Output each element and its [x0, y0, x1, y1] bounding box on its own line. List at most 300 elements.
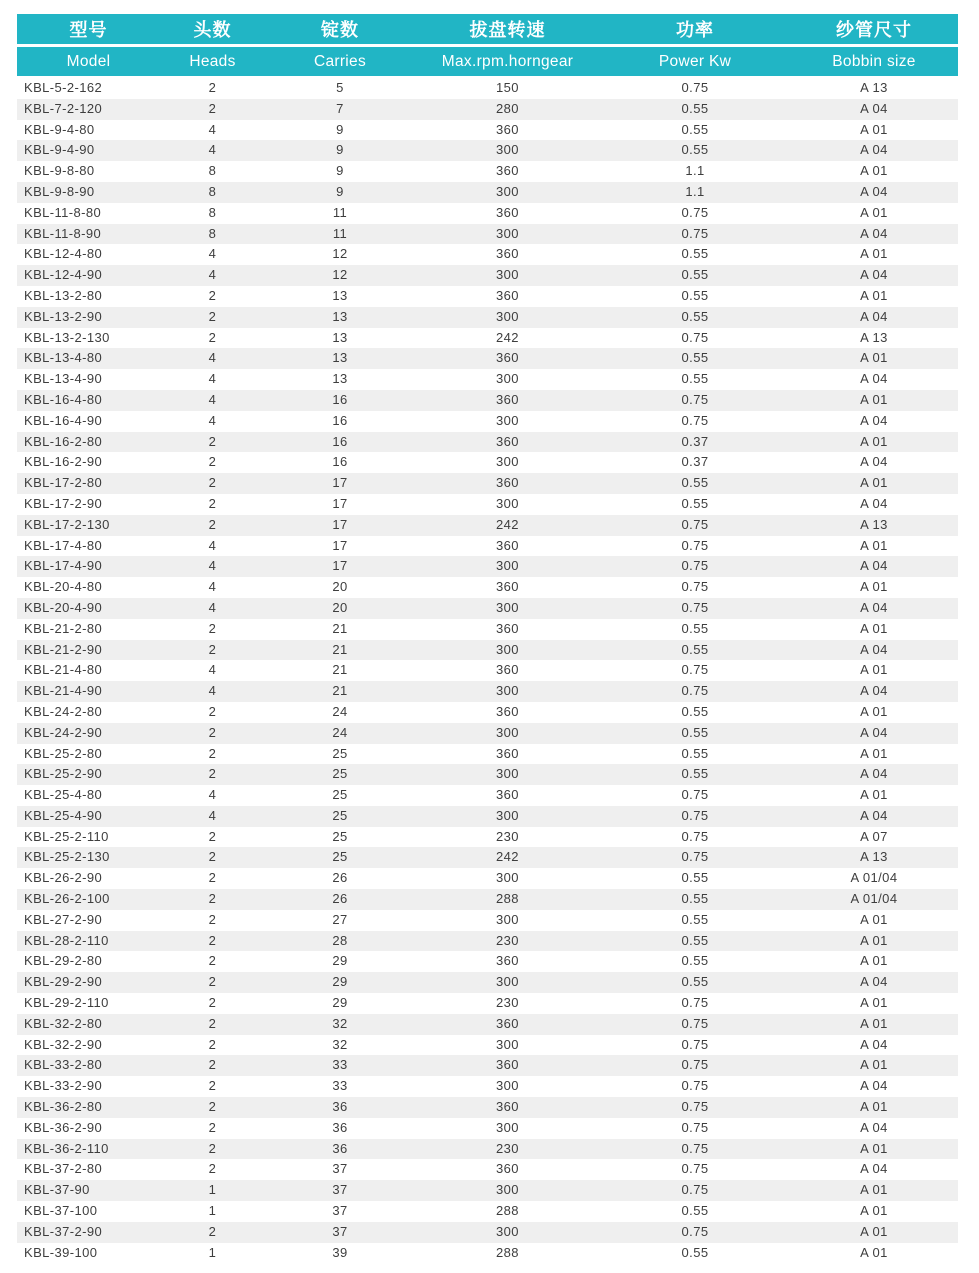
cell-heads: 2: [208, 745, 217, 761]
cell-bobbin-size: A 04: [860, 495, 888, 511]
cell-max-rpm: 280: [496, 100, 519, 116]
cell-heads: 4: [208, 142, 217, 158]
cell-model: KBL-17-2-130: [24, 516, 110, 532]
table-row: [17, 473, 958, 494]
cell-heads: 2: [208, 1036, 217, 1052]
cell-model: KBL-29-2-90: [24, 974, 103, 990]
cell-max-rpm: 360: [496, 163, 519, 179]
cell-model: KBL-32-2-80: [24, 1015, 103, 1031]
cell-power: 0.55: [681, 891, 709, 907]
table-row: [17, 619, 958, 640]
cell-heads: 1: [208, 1203, 217, 1219]
cell-heads: 4: [208, 807, 217, 823]
cell-power: 0.55: [681, 142, 709, 158]
cell-model: KBL-13-2-80: [24, 287, 103, 303]
cell-bobbin-size: A 01: [860, 163, 888, 179]
cell-carries: 16: [332, 412, 348, 428]
cell-carries: 16: [332, 454, 348, 470]
cell-model: KBL-37-2-90: [24, 1223, 103, 1239]
cell-bobbin-size: A 01: [860, 995, 888, 1011]
cell-carries: 37: [332, 1203, 348, 1219]
cell-power: 0.75: [681, 849, 709, 865]
table-row: [17, 77, 958, 99]
cell-model: KBL-33-2-80: [24, 1057, 103, 1073]
cell-model: KBL-36-2-80: [24, 1099, 103, 1115]
cell-power: 0.75: [681, 787, 709, 803]
cell-power: 0.75: [681, 558, 709, 574]
cell-power: 1.1: [685, 183, 705, 199]
cell-model: KBL-39-100: [24, 1244, 98, 1260]
cell-model: KBL-24-2-80: [24, 703, 103, 719]
cell-max-rpm: 360: [496, 579, 519, 595]
cell-power: 0.75: [681, 683, 709, 699]
cell-max-rpm: 150: [415, 77, 600, 99]
cell-max-rpm: 300: [496, 641, 519, 657]
cell-model: KBL-29-2-80: [24, 953, 103, 969]
cell-bobbin-size: A 01: [860, 953, 888, 969]
cell-power: 0.75: [681, 204, 709, 220]
cell-heads: 2: [208, 1099, 217, 1115]
cell-heads: 4: [208, 121, 217, 137]
cell-model: KBL-11-8-90: [24, 225, 102, 241]
cell-model: KBL-17-2-90: [24, 495, 103, 511]
cell-power: 0.55: [681, 371, 709, 387]
cell-bobbin-size: A 01: [860, 745, 888, 761]
cell-power: 0.55: [681, 745, 709, 761]
cell-max-rpm: 230: [496, 932, 519, 948]
cell-carries: 17: [332, 495, 348, 511]
header-zh-power: 功率: [600, 14, 790, 46]
cell-power: 0.75: [681, 516, 709, 532]
cell-power: 0.75: [681, 662, 709, 678]
table-row: [17, 847, 958, 868]
cell-max-rpm: 360: [496, 662, 519, 678]
table-row: [17, 452, 958, 473]
cell-model: KBL-21-2-90: [24, 641, 103, 657]
cell-max-rpm: 288: [496, 1244, 519, 1260]
table-row: [17, 1014, 958, 1035]
cell-bobbin-size: A 04: [860, 371, 888, 387]
cell-max-rpm: 300: [496, 558, 519, 574]
cell-model: KBL-17-4-80: [24, 537, 103, 553]
cell-heads: 2: [208, 1078, 217, 1094]
cell-power: 0.75: [681, 1140, 709, 1156]
cell-power: 0.75: [681, 1015, 709, 1031]
cell-bobbin-size: A 01: [860, 579, 888, 595]
cell-heads: 2: [208, 433, 217, 449]
table-row: [17, 868, 958, 889]
table-body: [17, 77, 958, 1263]
cell-max-rpm: 242: [496, 516, 519, 532]
cell-bobbin-size: A 04: [860, 308, 888, 324]
cell-power: 0.55: [681, 495, 709, 511]
cell-heads: 4: [208, 371, 217, 387]
cell-max-rpm: 300: [496, 412, 519, 428]
cell-carries: 36: [332, 1119, 348, 1135]
cell-bobbin-size: A 04: [860, 1119, 888, 1135]
cell-power: 0.75: [681, 1182, 709, 1198]
cell-model: KBL-27-2-90: [24, 911, 103, 927]
cell-power: 0.75: [681, 1161, 709, 1177]
cell-power: 0.55: [681, 121, 709, 137]
cell-bobbin-size: A 04: [860, 724, 888, 740]
table-row: [17, 328, 958, 349]
header-en-bobbin-size: Bobbin size: [790, 46, 958, 78]
cell-model: KBL-12-4-90: [24, 267, 103, 283]
cell-carries: 29: [332, 995, 348, 1011]
cell-carries: 13: [332, 371, 348, 387]
cell-model: KBL-13-4-80: [24, 350, 103, 366]
cell-bobbin-size: A 04: [860, 454, 888, 470]
table-row: [17, 182, 958, 203]
cell-bobbin-size: A 01/04: [850, 870, 898, 886]
table-row: [17, 764, 958, 785]
cell-heads: 2: [208, 849, 217, 865]
cell-carries: 21: [332, 683, 348, 699]
cell-bobbin-size: A 01: [860, 1244, 888, 1260]
cell-bobbin-size: A 04: [860, 183, 888, 199]
cell-heads: 2: [208, 703, 217, 719]
cell-bobbin-size: A 01: [860, 433, 888, 449]
cell-carries: 33: [332, 1057, 348, 1073]
cell-max-rpm: 230: [496, 828, 519, 844]
cell-carries: 25: [332, 807, 348, 823]
cell-heads: 2: [208, 870, 217, 886]
cell-power: 0.75: [681, 995, 709, 1011]
cell-carries: 27: [332, 911, 348, 927]
cell-model: KBL-21-4-80: [24, 662, 103, 678]
table-row: [17, 951, 958, 972]
cell-max-rpm: 300: [496, 1078, 519, 1094]
table-row: [17, 411, 958, 432]
cell-power: 0.75: [681, 1036, 709, 1052]
table-row: [17, 203, 958, 224]
cell-bobbin-size: A 13: [860, 329, 888, 345]
cell-model: KBL-20-4-80: [24, 579, 103, 595]
cell-power: 0.75: [681, 1099, 709, 1115]
cell-model: KBL-7-2-120: [24, 100, 103, 116]
cell-carries: 13: [332, 287, 348, 303]
cell-heads: 2: [208, 495, 217, 511]
cell-model: KBL-12-4-80: [24, 246, 103, 262]
table-row: [17, 785, 958, 806]
cell-power: 0.55: [681, 703, 709, 719]
cell-carries: 21: [332, 620, 348, 636]
cell-power: 0.55: [681, 911, 709, 927]
cell-heads: 4: [208, 246, 217, 262]
cell-carries: 24: [332, 703, 348, 719]
table-row: [17, 598, 958, 619]
table-row: [17, 1243, 958, 1264]
header-zh-bobbin-size: 纱管尺寸: [790, 14, 958, 46]
table-row: [17, 660, 958, 681]
table-row: [17, 161, 958, 182]
cell-carries: 28: [332, 932, 348, 948]
cell-max-rpm: 360: [496, 391, 519, 407]
cell-bobbin-size: A 01: [860, 391, 888, 407]
cell-max-rpm: 288: [496, 1203, 519, 1219]
cell-power: 0.75: [681, 329, 709, 345]
cell-heads: 2: [208, 641, 217, 657]
cell-max-rpm: 300: [496, 371, 519, 387]
cell-heads: 2: [208, 828, 217, 844]
cell-max-rpm: 300: [496, 870, 519, 886]
cell-max-rpm: 360: [496, 204, 519, 220]
cell-power: 0.55: [681, 308, 709, 324]
cell-carries: 20: [332, 599, 348, 615]
cell-model: KBL-25-2-90: [24, 766, 103, 782]
cell-model: KBL-16-4-80: [24, 391, 103, 407]
cell-heads: 2: [208, 995, 217, 1011]
cell-max-rpm: 360: [496, 787, 519, 803]
cell-heads: 2: [208, 308, 217, 324]
cell-max-rpm: 360: [496, 475, 519, 491]
cell-heads: 2: [208, 1140, 217, 1156]
cell-heads: 8: [208, 225, 217, 241]
cell-max-rpm: 300: [496, 183, 519, 199]
cell-model: KBL-28-2-110: [24, 932, 109, 948]
cell-power: 0.55: [681, 870, 709, 886]
cell-model: KBL-29-2-110: [24, 995, 109, 1011]
cell-heads: 2: [208, 1161, 217, 1177]
cell-bobbin-size: A 04: [860, 641, 888, 657]
cell-bobbin-size: A 01: [860, 911, 888, 927]
cell-bobbin-size: A 01: [860, 475, 888, 491]
cell-max-rpm: 300: [496, 724, 519, 740]
cell-model: KBL-37-90: [24, 1182, 90, 1198]
cell-power: 0.55: [681, 766, 709, 782]
cell-heads: 2: [208, 1057, 217, 1073]
cell-model: KBL-21-2-80: [24, 620, 103, 636]
cell-power: 0.75: [681, 412, 709, 428]
table-row: [17, 1201, 958, 1222]
header-zh-heads: 头数: [160, 14, 265, 46]
cell-heads: 4: [208, 267, 217, 283]
cell-max-rpm: 242: [496, 329, 519, 345]
cell-model: KBL-21-4-90: [24, 683, 103, 699]
table-row: [17, 1118, 958, 1139]
cell-heads: 2: [208, 620, 217, 636]
table-row: [17, 1055, 958, 1076]
table-row: [17, 265, 958, 286]
cell-carries: 7: [336, 100, 344, 116]
cell-model: KBL-13-4-90: [24, 371, 103, 387]
table-row: [17, 702, 958, 723]
cell-model: KBL-26-2-90: [24, 870, 103, 886]
cell-model: KBL-9-4-80: [24, 121, 95, 137]
cell-model: KBL-5-2-162: [17, 77, 160, 99]
cell-carries: 9: [336, 121, 344, 137]
cell-max-rpm: 360: [496, 745, 519, 761]
cell-heads: 4: [208, 350, 217, 366]
cell-heads: 4: [208, 662, 217, 678]
table-row: [17, 224, 958, 245]
cell-max-rpm: 360: [496, 537, 519, 553]
cell-power: 0.55: [681, 1203, 709, 1219]
cell-power: 0.75: [681, 807, 709, 823]
cell-bobbin-size: A 04: [860, 1078, 888, 1094]
cell-heads: 2: [208, 766, 217, 782]
cell-model: KBL-25-2-130: [24, 849, 110, 865]
cell-model: KBL-9-8-80: [24, 163, 95, 179]
cell-bobbin-size: A 04: [860, 1036, 888, 1052]
cell-model: KBL-16-4-90: [24, 412, 103, 428]
cell-model: KBL-25-2-110: [24, 828, 109, 844]
table-row: [17, 889, 958, 910]
cell-bobbin-size: A 13: [860, 516, 888, 532]
cell-carries: 17: [332, 516, 348, 532]
cell-bobbin-size: A 07: [860, 828, 888, 844]
cell-power: 0.75: [681, 579, 709, 595]
cell-power: 0.55: [681, 932, 709, 948]
header-zh-carries: 锭数: [265, 14, 415, 46]
cell-model: KBL-11-8-80: [24, 204, 102, 220]
cell-power: 0.55: [681, 974, 709, 990]
cell-heads: 2: [160, 77, 265, 99]
cell-bobbin-size: A 01: [860, 1182, 888, 1198]
cell-model: KBL-17-2-80: [24, 475, 103, 491]
cell-max-rpm: 360: [496, 620, 519, 636]
cell-model: KBL-16-2-90: [24, 454, 103, 470]
table-row: [17, 744, 958, 765]
cell-max-rpm: 300: [496, 911, 519, 927]
cell-carries: 13: [332, 308, 348, 324]
table-row: [17, 307, 958, 328]
cell-carries: 9: [336, 142, 344, 158]
cell-model: KBL-9-4-90: [24, 142, 95, 158]
cell-power: 0.55: [681, 350, 709, 366]
cell-power: 0.55: [681, 620, 709, 636]
table-row: [17, 99, 958, 120]
table-row: [17, 556, 958, 577]
cell-model: KBL-13-2-90: [24, 308, 103, 324]
cell-carries: 26: [332, 891, 348, 907]
table-head: [17, 14, 958, 77]
header-zh-max-rpm: 拔盘转速: [415, 14, 600, 46]
cell-max-rpm: 360: [496, 287, 519, 303]
cell-heads: 2: [208, 1119, 217, 1135]
cell-model: KBL-32-2-90: [24, 1036, 103, 1052]
cell-heads: 2: [208, 953, 217, 969]
cell-model: KBL-24-2-90: [24, 724, 103, 740]
cell-carries: 17: [332, 537, 348, 553]
table-row: [17, 640, 958, 661]
cell-carries: 29: [332, 974, 348, 990]
cell-carries: 25: [332, 745, 348, 761]
cell-carries: 25: [332, 828, 348, 844]
cell-carries: 16: [332, 391, 348, 407]
cell-carries: 11: [332, 225, 348, 241]
cell-carries: 26: [332, 870, 348, 886]
cell-max-rpm: 230: [496, 1140, 519, 1156]
cell-power: 0.75: [600, 77, 790, 99]
cell-max-rpm: 242: [496, 849, 519, 865]
cell-carries: 36: [332, 1099, 348, 1115]
cell-carries: 20: [332, 579, 348, 595]
cell-carries: 9: [336, 163, 344, 179]
cell-carries: 33: [332, 1078, 348, 1094]
cell-bobbin-size: A 01: [860, 350, 888, 366]
cell-max-rpm: 300: [496, 495, 519, 511]
cell-power: 0.55: [681, 246, 709, 262]
header-en-model: Model: [17, 46, 160, 78]
cell-power: 0.55: [681, 953, 709, 969]
cell-bobbin-size: A 01: [860, 1223, 888, 1239]
cell-carries: 13: [332, 329, 348, 345]
cell-carries: 32: [332, 1036, 348, 1052]
table-row: [17, 972, 958, 993]
cell-bobbin-size: A 01: [860, 1015, 888, 1031]
cell-power: 0.75: [681, 599, 709, 615]
cell-power: 1.1: [685, 163, 705, 179]
header-zh-row: [17, 14, 958, 46]
cell-power: 0.75: [681, 1223, 709, 1239]
header-en-heads: Heads: [160, 46, 265, 78]
cell-bobbin-size: A 04: [860, 100, 888, 116]
cell-model: KBL-25-2-80: [24, 745, 103, 761]
cell-model: KBL-17-4-90: [24, 558, 103, 574]
table-row: [17, 577, 958, 598]
cell-bobbin-size: A 04: [860, 807, 888, 823]
cell-max-rpm: 360: [496, 1161, 519, 1177]
cell-max-rpm: 300: [496, 308, 519, 324]
cell-carries: 21: [332, 662, 348, 678]
cell-heads: 2: [208, 1015, 217, 1031]
cell-bobbin-size: A 01: [860, 537, 888, 553]
cell-carries: 37: [332, 1161, 348, 1177]
cell-carries: 39: [332, 1244, 348, 1260]
cell-carries: 17: [332, 558, 348, 574]
cell-model: KBL-36-2-110: [24, 1140, 109, 1156]
cell-max-rpm: 360: [496, 1015, 519, 1031]
cell-max-rpm: 360: [496, 121, 519, 137]
table-row: [17, 515, 958, 536]
cell-model: KBL-25-4-90: [24, 807, 103, 823]
cell-bobbin-size: A 04: [860, 1161, 888, 1177]
cell-heads: 1: [208, 1182, 217, 1198]
cell-heads: 8: [208, 183, 217, 199]
cell-max-rpm: 360: [496, 433, 519, 449]
cell-power: 0.55: [681, 475, 709, 491]
cell-bobbin-size: A 01: [860, 787, 888, 803]
cell-carries: 21: [332, 641, 348, 657]
cell-model: KBL-13-2-130: [24, 329, 110, 345]
cell-power: 0.75: [681, 537, 709, 553]
cell-carries: 5: [265, 77, 415, 99]
cell-heads: 2: [208, 891, 217, 907]
cell-bobbin-size: A 04: [860, 766, 888, 782]
cell-heads: 2: [208, 516, 217, 532]
cell-carries: 11: [332, 204, 348, 220]
table-row: [17, 1097, 958, 1118]
cell-power: 0.55: [681, 267, 709, 283]
cell-heads: 4: [208, 391, 217, 407]
cell-bobbin-size: A 01: [860, 1057, 888, 1073]
header-zh-model: 型号: [17, 14, 160, 46]
cell-carries: 12: [332, 267, 348, 283]
cell-max-rpm: 300: [496, 1036, 519, 1052]
table-row: [17, 120, 958, 141]
table-row: [17, 390, 958, 411]
table-row: [17, 1180, 958, 1201]
cell-carries: 9: [336, 183, 344, 199]
cell-max-rpm: 300: [496, 766, 519, 782]
cell-power: 0.55: [681, 641, 709, 657]
cell-carries: 36: [332, 1140, 348, 1156]
cell-power: 0.37: [681, 433, 709, 449]
table-row: [17, 244, 958, 265]
cell-bobbin-size: A 04: [860, 412, 888, 428]
